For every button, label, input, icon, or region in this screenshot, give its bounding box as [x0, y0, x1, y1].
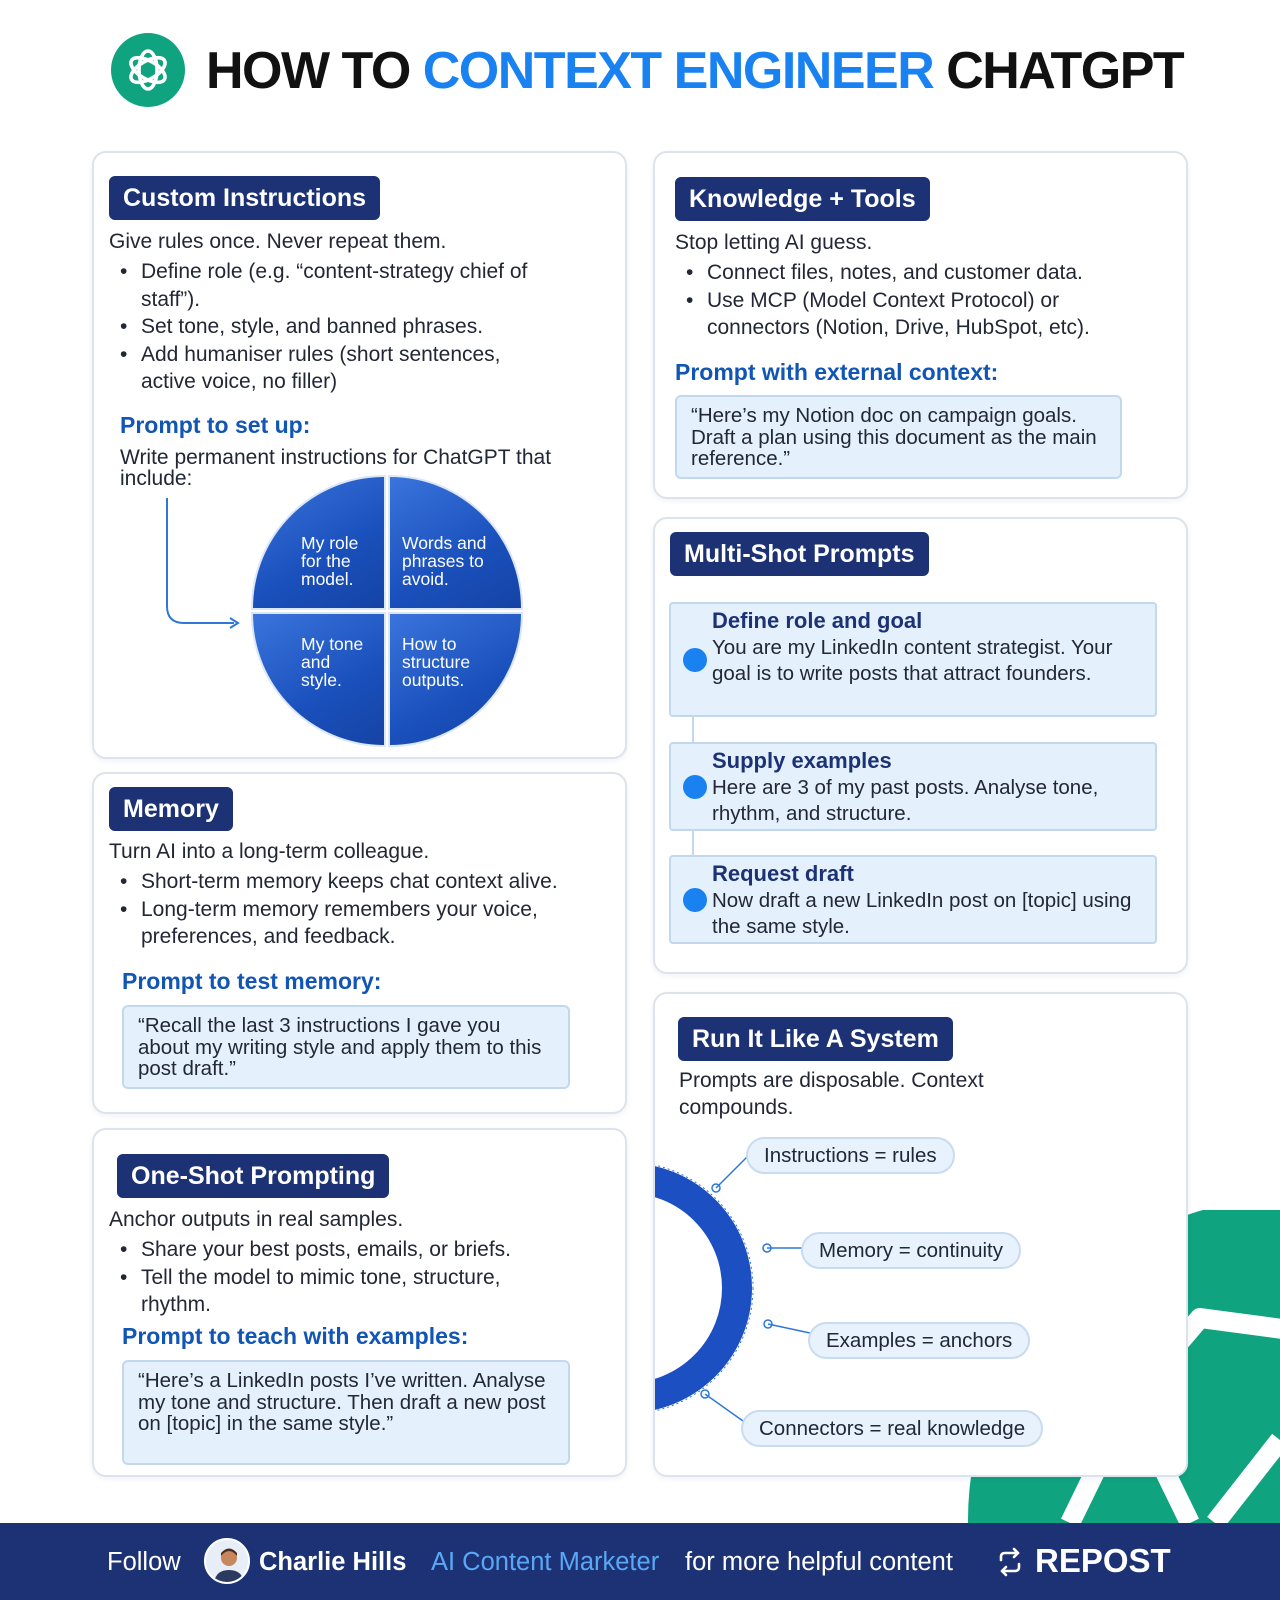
one-shot-prompt-heading: Prompt to teach with examples: [122, 1323, 469, 1349]
title-part2: CHATGPT [933, 42, 1184, 100]
bullet-item: • Add humaniser rules (short sentences, active voice, no filler) [109, 341, 559, 396]
title-part1: HOW TO [206, 42, 423, 100]
tag-examples: Examples = anchors [808, 1322, 1030, 1359]
system-heading: Run It Like A System [678, 1017, 953, 1061]
bullet-item: • Tell the model to mimic tone, structure, rhythm. [109, 1264, 559, 1319]
custom-instructions-bullets [109, 258, 559, 396]
system-intro: Prompts are disposable. Context compounds. [679, 1069, 984, 1119]
multi-shot-heading: Multi-Shot Prompts [670, 532, 929, 576]
one-shot-heading: One-Shot Prompting [117, 1154, 389, 1198]
arrow-connector-icon [160, 496, 242, 630]
repost-icon[interactable] [995, 1547, 1025, 1577]
tag-instructions: Instructions = rules [746, 1137, 955, 1174]
memory-prompt-quote: “Recall the last 3 instructions I gave you about my writing style and apply them to this post draft.” [122, 1005, 570, 1089]
avatar[interactable] [204, 1538, 250, 1584]
knowledge-tools-intro: Stop letting AI guess. [675, 231, 873, 254]
external-context-prompt-quote: “Here’s my Notion doc on campaign goals. Draft a plan using this document as the main reference.” [675, 395, 1122, 479]
knowledge-tools-heading: Knowledge + Tools [675, 177, 930, 221]
bullet-item: • Use MCP (Model Context Protocol) or connectors (Notion, Drive, HubSpot, etc). [675, 287, 1155, 342]
step-text: You are my LinkedIn content strategist. Your goal is to write posts that attract founders. [712, 636, 1113, 685]
custom-instructions-heading: Custom Instructions [109, 176, 380, 220]
repost-button[interactable]: REPOST [1035, 1542, 1171, 1579]
setup-prompt-heading: Prompt to set up: [120, 412, 311, 438]
custom-instructions-intro: Give rules once. Never repeat them. [109, 230, 447, 253]
step-supply-examples [669, 742, 1157, 831]
bullet-item: • Define role (e.g. “content-strategy chief of staff”). [109, 258, 559, 313]
step-text: Now draft a new LinkedIn post on [topic] using the same style. [712, 889, 1132, 938]
tag-connectors: Connectors = real knowledge [741, 1410, 1043, 1447]
step-title: Supply examples [712, 748, 892, 773]
memory-heading: Memory [109, 787, 233, 831]
title-accent: CONTEXT ENGINEER [422, 42, 934, 100]
footer-follow: Follow [107, 1548, 181, 1576]
memory-intro: Turn AI into a long-term colleague. [109, 840, 430, 863]
bullet-item: • Connect files, notes, and customer data. [675, 259, 1155, 287]
openai-logo-icon [111, 33, 185, 107]
step-dot-icon [683, 888, 707, 912]
footer-banner [0, 1523, 1280, 1600]
memory-bullets [109, 868, 609, 951]
footer-name[interactable]: Charlie Hills [259, 1548, 407, 1576]
step-dot-icon [683, 775, 707, 799]
bullet-item: • Set tone, style, and banned phrases. [109, 313, 559, 341]
knowledge-tools-bullets [675, 259, 1155, 342]
bullet-item: • Long-term memory remembers your voice, preferences, and feedback. [109, 896, 609, 951]
step-request-draft [669, 855, 1157, 944]
quadrant-avoid-label: Words and phrases to avoid. [402, 533, 487, 589]
page-title [206, 36, 1183, 106]
memory-prompt-heading: Prompt to test memory: [122, 968, 382, 994]
quadrant-tone-label: My tone and style. [301, 634, 364, 690]
step-title: Request draft [712, 861, 854, 886]
step-title: Define role and goal [712, 608, 923, 633]
step-dot-icon [683, 648, 707, 672]
one-shot-intro: Anchor outputs in real samples. [109, 1208, 404, 1231]
tag-memory: Memory = continuity [801, 1232, 1021, 1269]
footer-suffix: for more helpful content [685, 1548, 953, 1576]
step-define-role [669, 602, 1157, 717]
bullet-item: • Short-term memory keeps chat context alive. [109, 868, 609, 896]
quadrant-structure-label: How to structure outputs. [402, 634, 471, 690]
one-shot-bullets [109, 1236, 559, 1319]
quadrant-role-label: My role for the model. [301, 533, 359, 589]
step-text: Here are 3 of my past posts. Analyse tone, rhythm, and structure. [712, 776, 1099, 825]
external-context-prompt-heading: Prompt with external context: [675, 359, 999, 385]
one-shot-prompt-quote: “Here’s a LinkedIn posts I’ve written. Analyse my tone and structure. Then draft a new post on [topic] in the same style.” [122, 1360, 570, 1465]
setup-prompt-text: Write permanent instructions for ChatGPT that include: [120, 446, 552, 490]
footer-role: AI Content Marketer [431, 1548, 660, 1576]
bullet-item: • Share your best posts, emails, or briefs. [109, 1236, 559, 1264]
